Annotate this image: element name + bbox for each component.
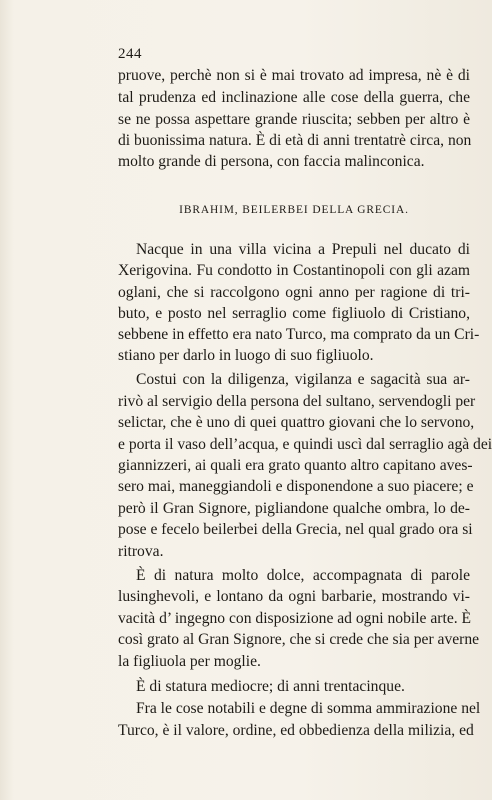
text-line: Costui con la diligenza, vigilanza e sagacità sua ar- (136, 371, 470, 388)
text-line: Fra le cose notabili e degne di somma ammirazione nel (136, 700, 481, 717)
text-line: vacità d’ ingegno con disposizione ad ogni nobile arte. È (118, 610, 472, 627)
text-line: rivò al servigio della persona del sultano, servendogli per (118, 393, 476, 410)
text-line: giannizzeri, ai quali era grato quanto altro capitano aves- (118, 457, 473, 474)
text-line: stiano per darlo in luogo di suo figliuolo. (118, 347, 374, 364)
text-line: tal prudenza ed inclinazione alle cose della guerra, che (118, 89, 470, 106)
text-line: selictar, che è uno di quei quattro giovani che lo servono, (118, 414, 475, 431)
text-line: pruove, perchè non si è mai trovato ad impresa, nè è di (118, 67, 470, 84)
page-number: 244 (118, 46, 142, 62)
text-line: oglani, che si raccolgono ogni anno per ragione di tri- (118, 284, 470, 301)
text-line: Nacque in una villa vicina a Prepuli nel ducato di (136, 241, 470, 258)
text-line: così grato al Gran Signore, che si crede che sia per averne (118, 631, 480, 648)
text-line: lusinghevoli, e lontano da ogni barbarie, mostrando vi- (118, 588, 470, 605)
text-line: di buonissima natura. È di età di anni trentatrè circa, non (118, 132, 472, 149)
text-line: È di natura molto dolce, accompagnata di parole (136, 567, 470, 584)
text-line: Turco, è il valore, ordine, ed obbedienza della milizia, ed (118, 722, 474, 739)
text-line: se ne possa aspettare grande riuscita; sebben per altro è (118, 111, 470, 128)
text-line: pose e fecelo beilerbei della Grecia, nel qual grado ora si (118, 521, 473, 538)
text-line: buto, e posto nel serraglio come figliuolo di Cristiano, (118, 305, 470, 322)
text-line: e porta il vaso dell’acqua, e quindi uscì dal serraglio agà dei (118, 436, 492, 453)
text-line: molto grande di persona, con faccia malinconica. (118, 153, 425, 170)
text-line: sebbene in effetto era nato Turco, ma comprato da un Cri- (118, 326, 480, 343)
section-heading: IBRAHIM, BEILERBEI DELLA GRECIA. (179, 204, 409, 216)
text-line: Xerigovina. Fu condotto in Costantinopoli con gli azam (118, 262, 470, 279)
text-line: ritrova. (118, 543, 164, 560)
text-line: È di statura mediocre; di anni trentacinque. (136, 678, 405, 695)
text-line: la figliuola per moglie. (118, 653, 261, 670)
text-line: sero mai, maneggiandoli e disponendone a suo piacere; e (118, 478, 474, 495)
text-line: però il Gran Signore, pigliandone qualche ombra, lo de- (118, 500, 470, 517)
